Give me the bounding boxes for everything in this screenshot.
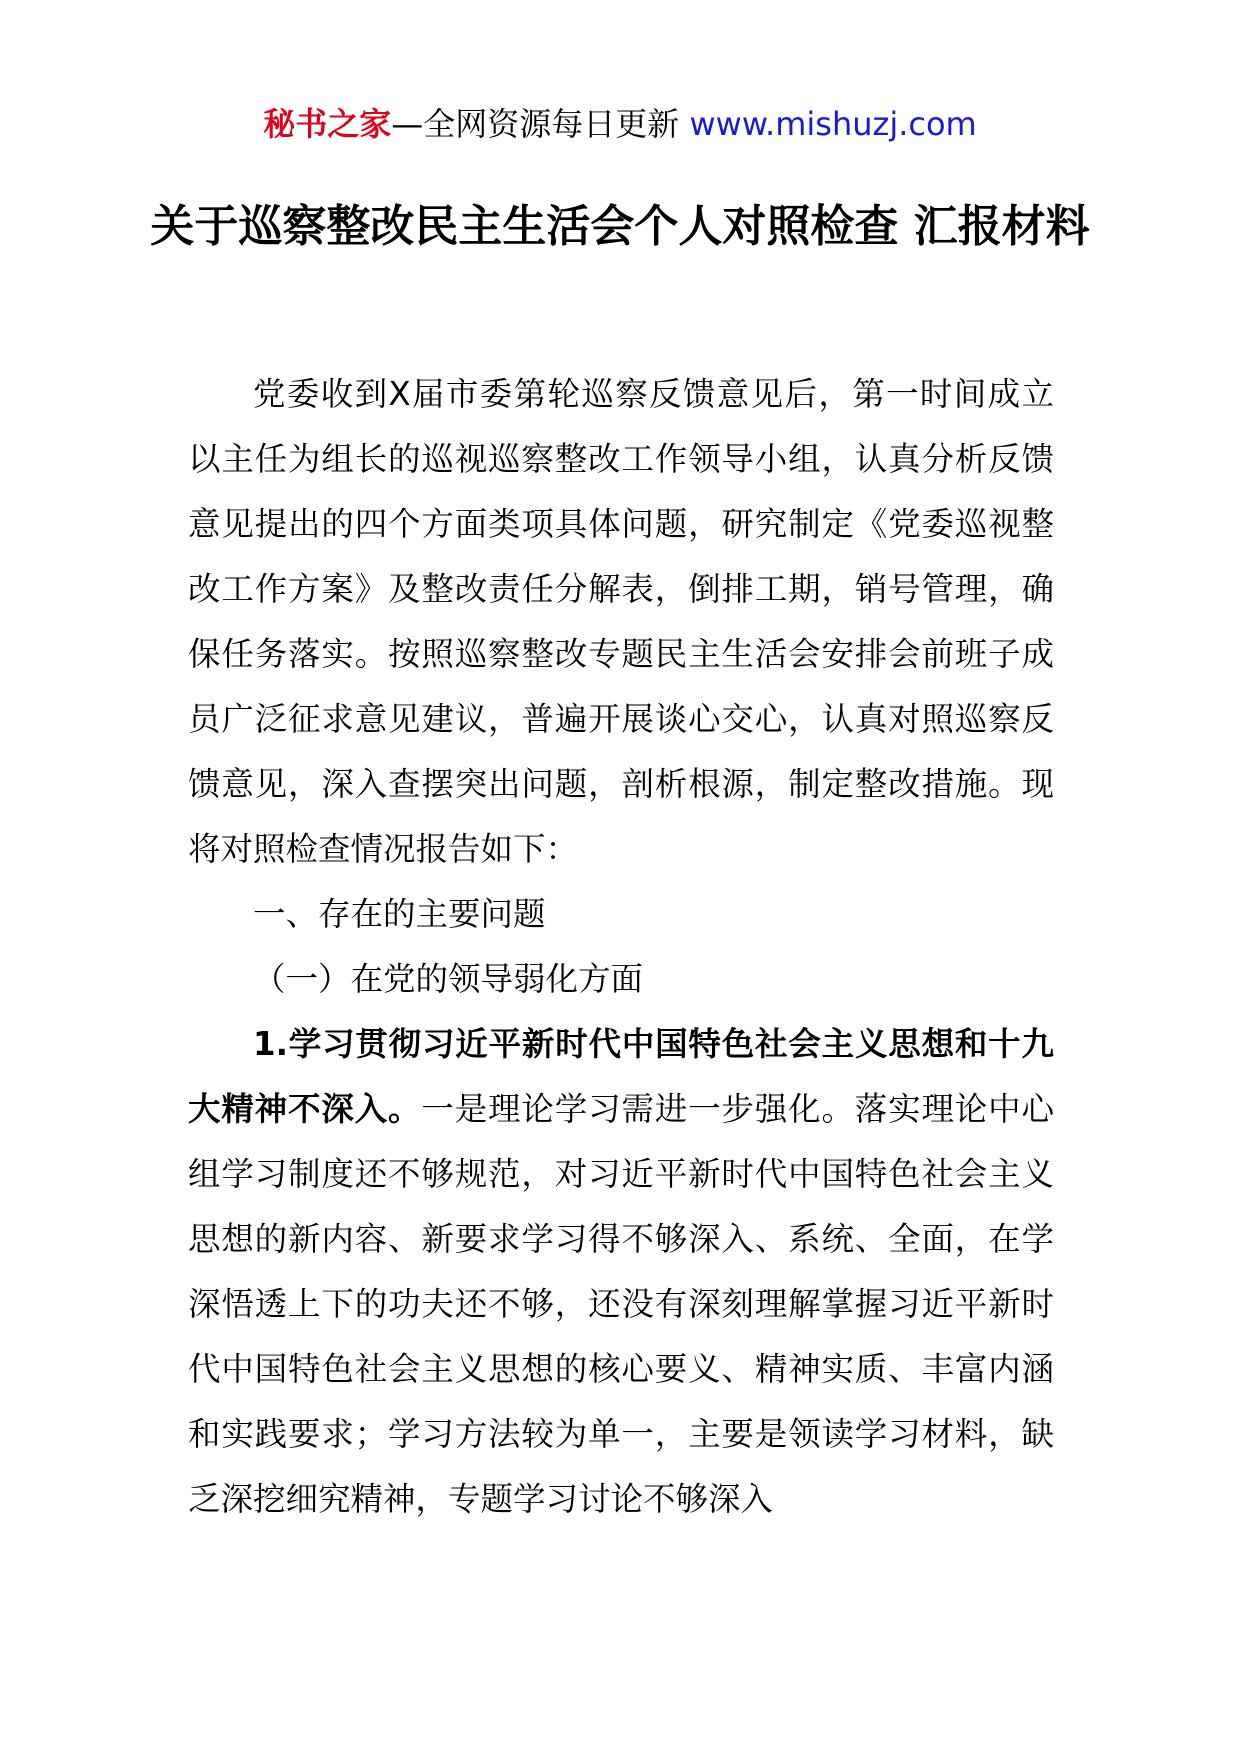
item-text: 一是理论学习需进一步强化。落实理论中心组学习制度还不够规范，对习近平新时代中国特色社会主义思想的新内容、新要求学习得不够深入、系统、全面，在学深悟透上下的功夫还不够，还没有深刻理解掌握习近平新时代中国特色社会主义思想的核心要义、精神实质、丰富内涵和实践要求；学习方法较为单一，主要是领读学习材料，缺乏深挖细究精神，专题学习讨论不够深入 [188, 1090, 1054, 1518]
section-heading: 一、存在的主要问题 [253, 895, 546, 933]
site-header [0, 100, 1240, 148]
site-tagline: —全网资源每日更新 [391, 105, 680, 143]
site-brand: 秘书之家 [263, 105, 392, 143]
intro-paragraph: 党委收到X届市委第轮巡察反馈意见后，第一时间成立以主任为组长的巡视巡察整改工作领导小组，认真分析反馈意见提出的四个方面类项具体问题，研究制定《党委巡视整改工作方案》及整改责任分解表，倒排工期，销号管理，确保任务落实。按照巡察整改专题民主生活会安排会前班子成员广泛征求意见建议，普遍开展谈心交心，认真对照巡察反馈意见，深入查摆突出问题，剖析根源，制定整改措施。现将对照检查情况报告如下： [188, 375, 1054, 868]
document-body [188, 362, 1054, 1532]
item-heading: 1.学习贯彻习近平新时代中国特色社会主义思想和十九大精神不深入。 [188, 1025, 1054, 1128]
subsection-heading: （一）在党的领导弱化方面 [253, 960, 644, 998]
site-url-link[interactable]: www.mishuzj.com [689, 105, 977, 143]
item-paragraph [188, 1012, 1054, 1532]
document-title: 关于巡察整改民主生活会个人对照检查 汇报材料 [150, 201, 1090, 252]
